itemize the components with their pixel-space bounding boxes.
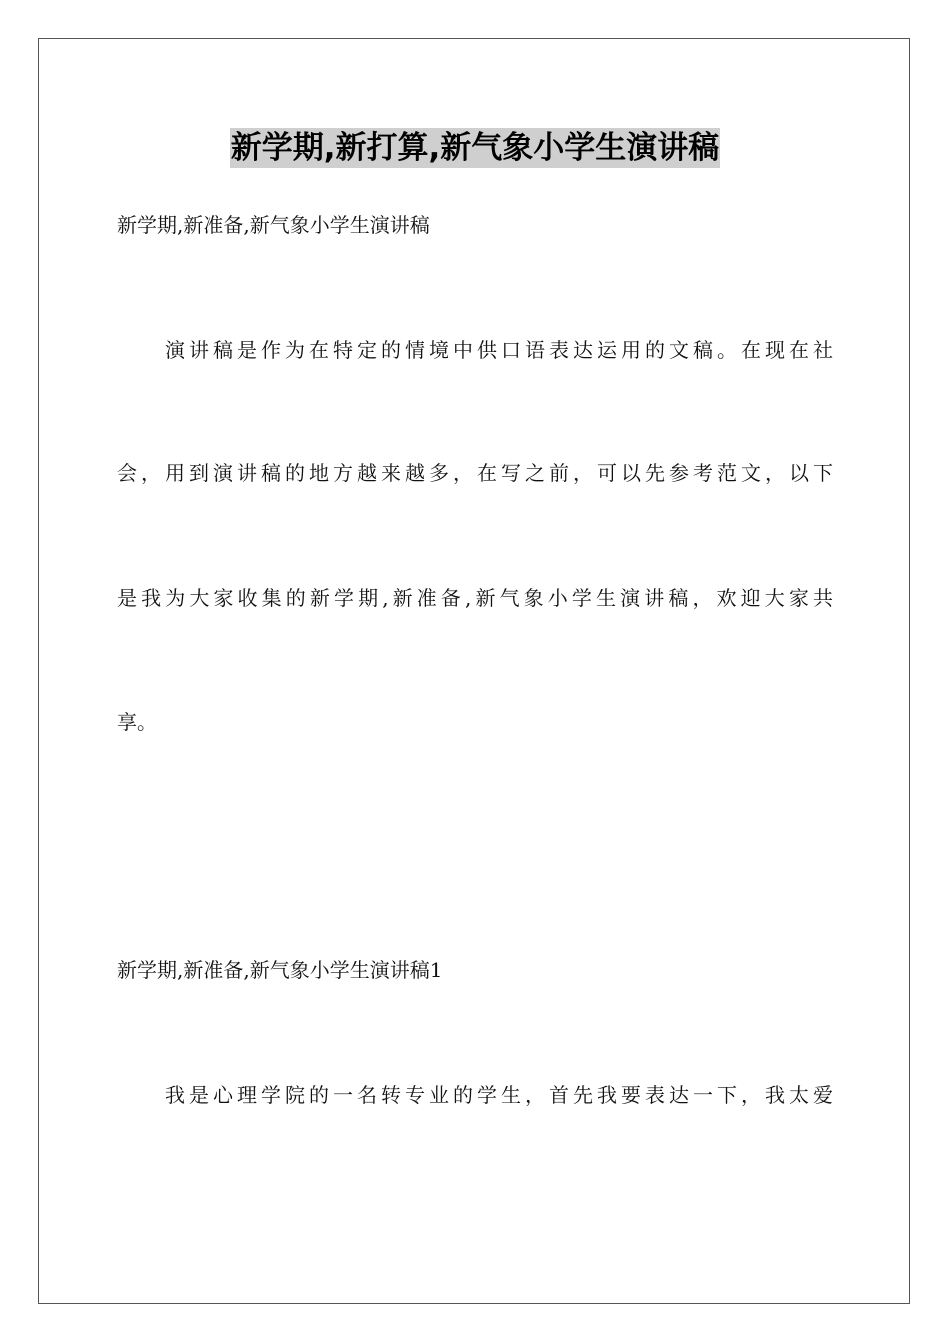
section-paragraph-line-1: 我是心理学院的一名转专业的学生，首先我要表达一下，我太爱 (165, 1083, 833, 1107)
paragraph-line-4: 享。 (117, 710, 157, 734)
document-title: 新学期,新打算,新气象小学生演讲稿 (230, 130, 720, 166)
paragraph-line-2: 会，用到演讲稿的地方越来越多，在写之前，可以先参考范文，以下 (117, 461, 833, 485)
paragraph-line-1: 演讲稿是作为在特定的情境中供口语表达运用的文稿。在现在社 (165, 338, 833, 362)
document-subtitle: 新学期,新准备,新气象小学生演讲稿 (117, 213, 430, 237)
section-heading: 新学期,新准备,新气象小学生演讲稿1 (117, 958, 443, 982)
paragraph-line-3: 是我为大家收集的新学期,新准备,新气象小学生演讲稿，欢迎大家共 (117, 586, 833, 610)
title-container (0, 128, 950, 168)
